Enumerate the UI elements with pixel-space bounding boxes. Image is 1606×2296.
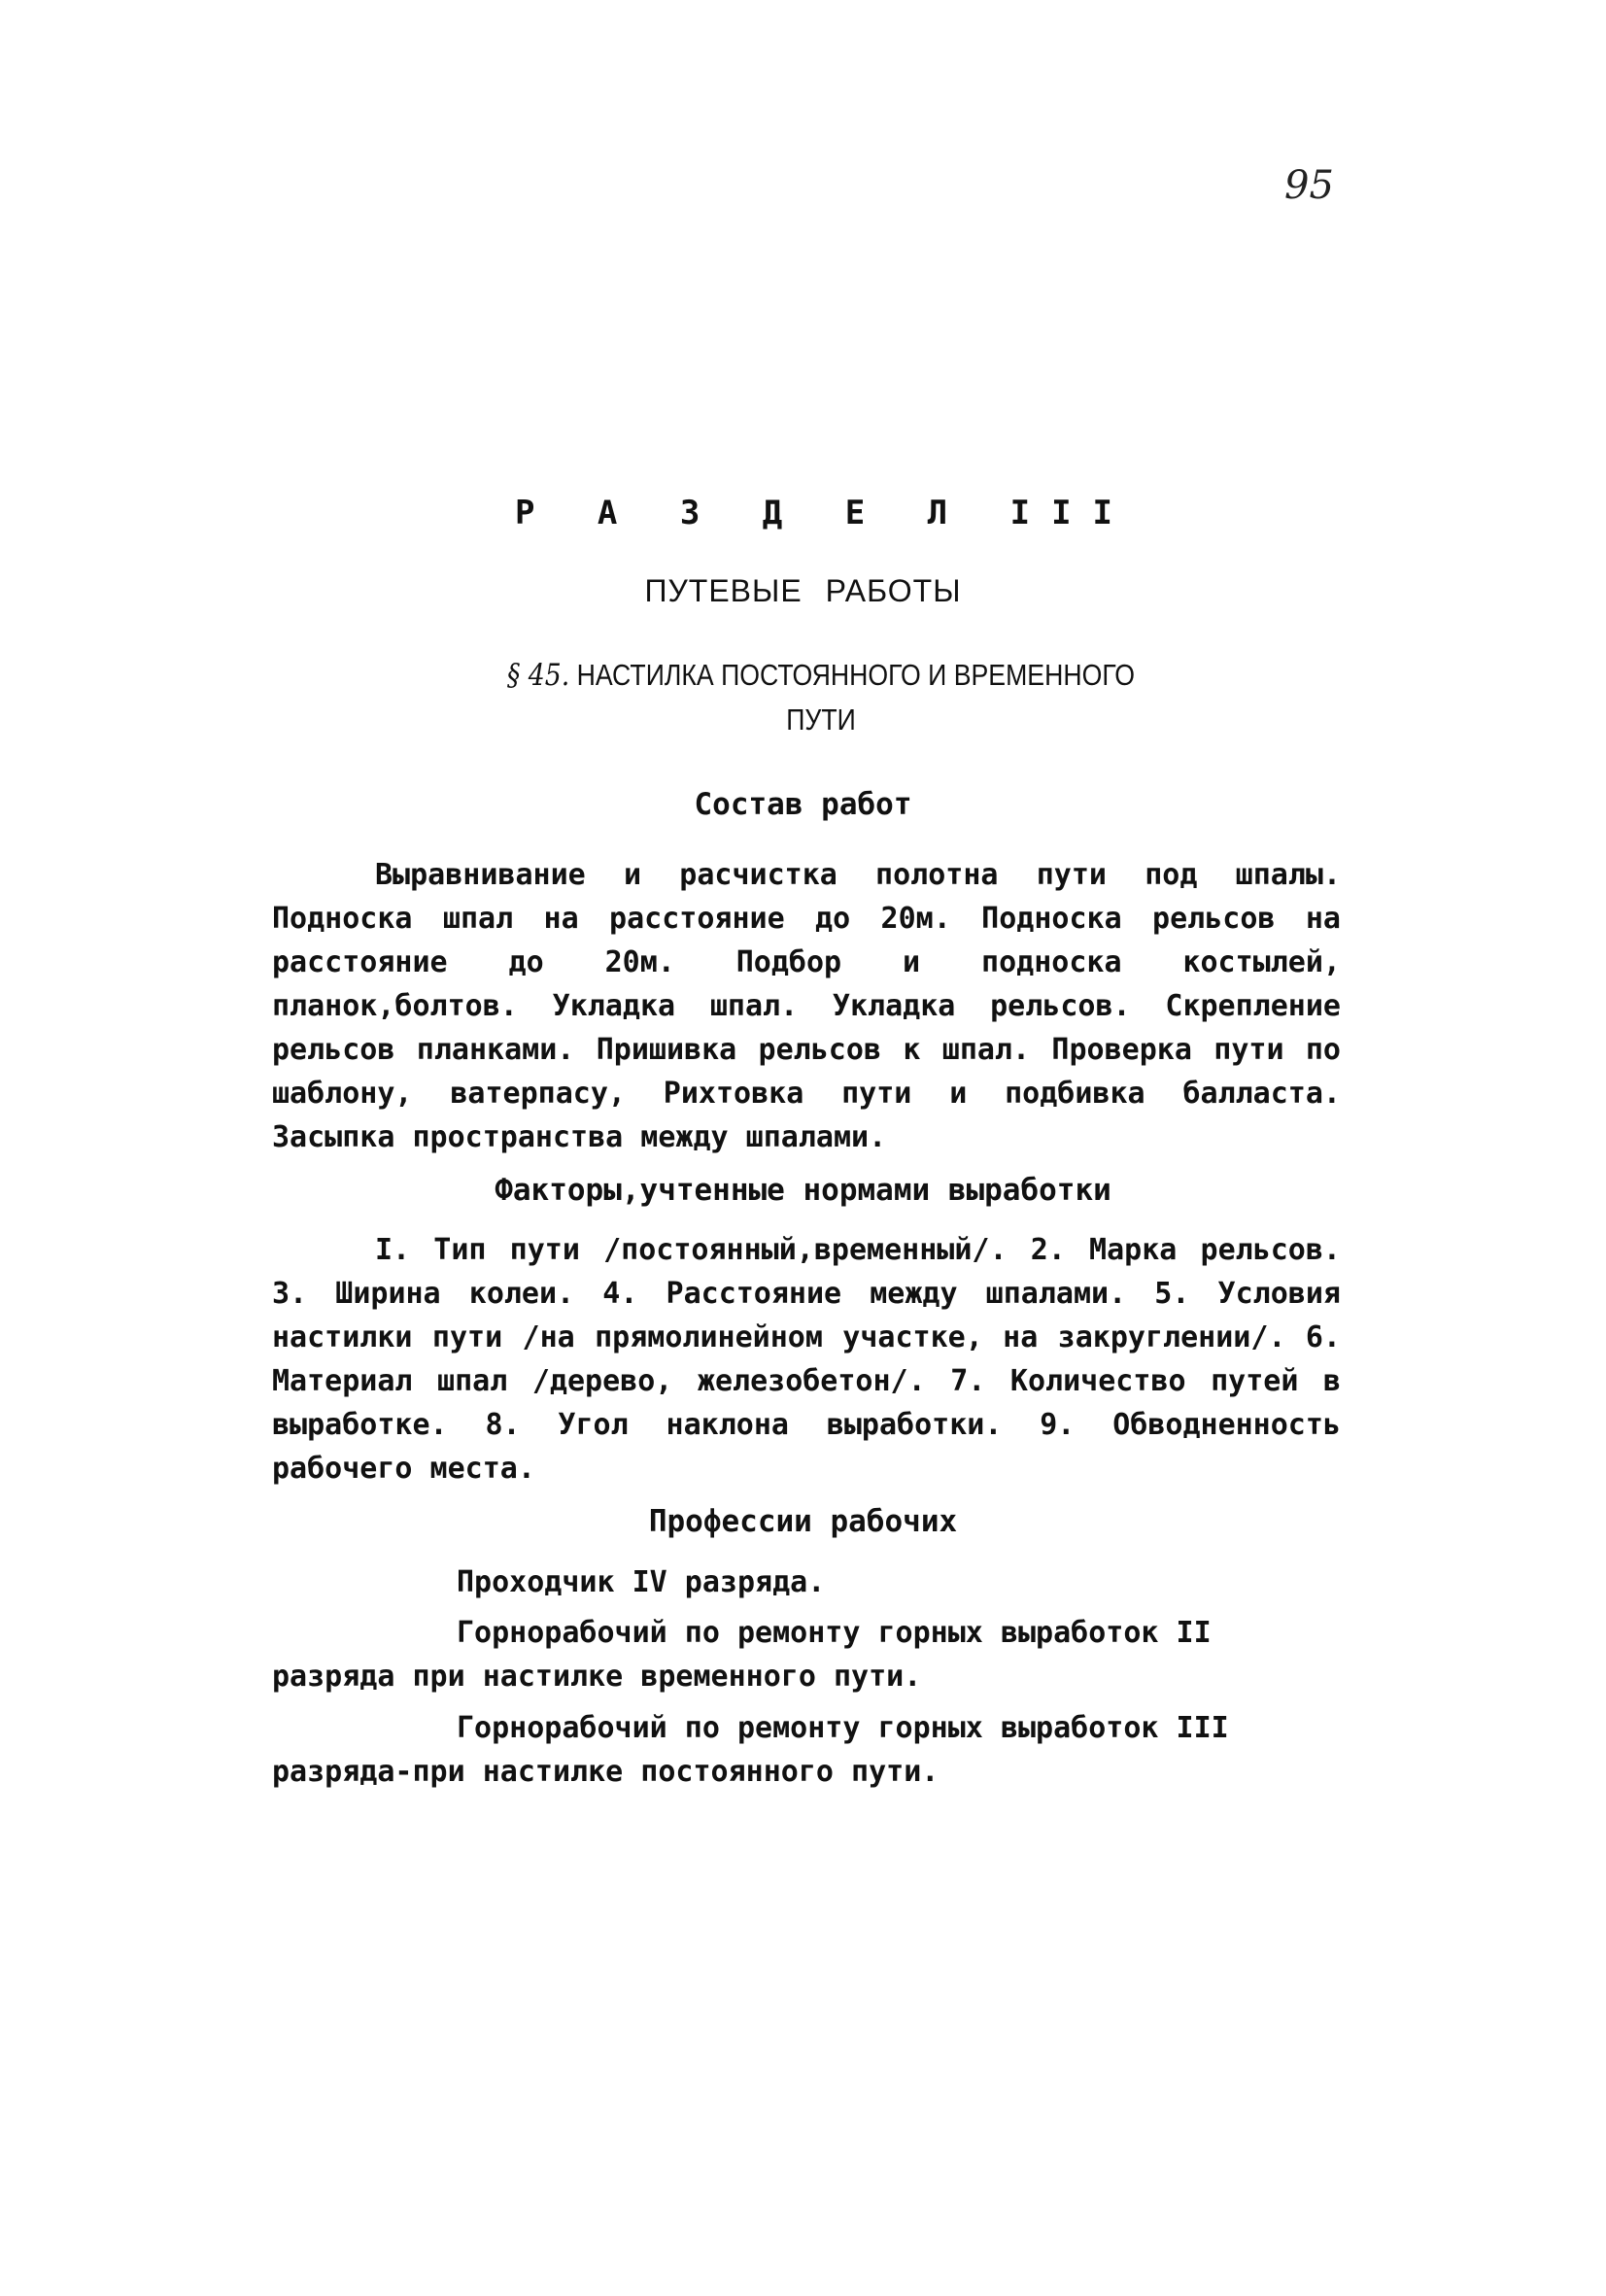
factors-text: I. Тип пути /постоянный,временный/. 2. Марка рельсов. 3. Ширина колеи. 4. Расстояние между шпалами. 5. Условия настилки пути /на прямолинейном участке, на закруглении/. 6. Материал шпал /дерево, железобетон/. 7. Количество путей в выработке. 8. Угол наклона выработки. 9. Обводненность рабочего места. bbox=[272, 1233, 1341, 1486]
profession-line-3: Горнорабочий по ремонту горных выработок III разряда-при настилке постоянного пути. bbox=[272, 1711, 1229, 1789]
profession-line-1: Проходчик IV разряда. bbox=[457, 1565, 826, 1599]
paragraph-title-line2: ПУТИ bbox=[786, 703, 856, 737]
page-number: 95 bbox=[1284, 163, 1334, 208]
factors-heading: Факторы,учтенные нормами выработки bbox=[495, 1173, 1111, 1208]
factors-text-block bbox=[272, 1228, 1341, 1491]
section-subtitle: ПУТЕВЫЕ РАБОТЫ bbox=[644, 573, 962, 608]
composition-text: Выравнивание и расчистка полотна пути под шпалы. Подноска шпал на расстояние до 20м. Подноска рельсов на расстояние до 20м. Подбор и подноска костылей, планок,болтов. Укладка шпал. Укладка рельсов. Скрепление рельсов планками. Пришивка рельсов к шпал. Проверка пути по шаблону, ватерпасу, Рихтовка пути и подбивка балласта. Засыпка пространства между шпалами. bbox=[272, 858, 1341, 1154]
paragraph-heading bbox=[445, 653, 1197, 742]
composition-text-block bbox=[272, 853, 1341, 1159]
section-title: Р А З Д Е Л III bbox=[514, 494, 1135, 532]
paragraph-sign: § 45. bbox=[506, 658, 570, 693]
paragraph-title-line1: НАСТИЛКА ПОСТОЯННОГО И ВРЕМЕННОГО bbox=[576, 658, 1136, 692]
profession-line-2: Горнорабочий по ремонту горных выработок II разряда при настилке временного пути. bbox=[272, 1616, 1212, 1694]
composition-heading: Состав работ bbox=[694, 787, 912, 822]
professions-heading: Профессии рабочих bbox=[648, 1504, 958, 1539]
